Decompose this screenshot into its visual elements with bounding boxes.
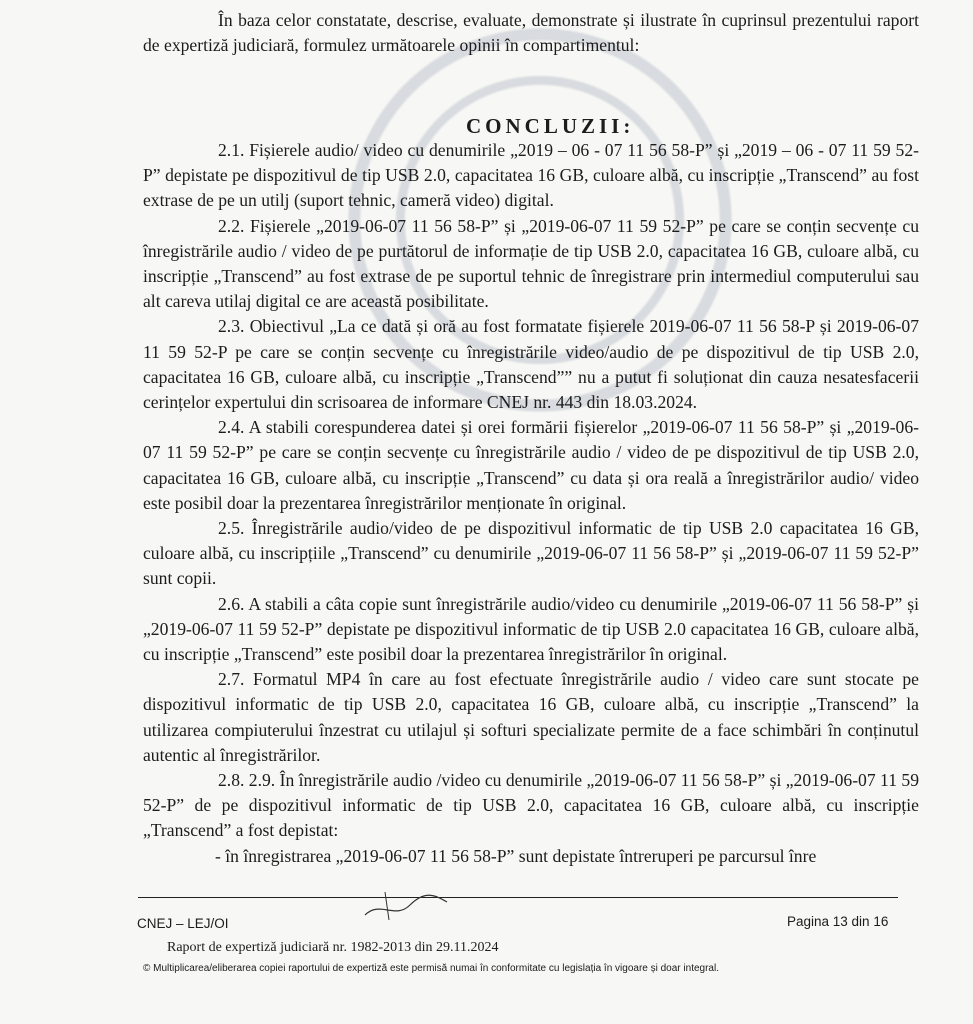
footer-left — [137, 912, 499, 960]
footer-org: CNEJ – LEJ/OI — [137, 916, 229, 931]
footer-report: Raport de expertiză judiciară nr. 1982-2013 din 29.11.2024 — [167, 940, 499, 955]
conclusion-2-7: 2.7. Formatul MP4 în care au fost efectuate înregistrările audio / video care sunt stocate pe dispozitivul informatic de tip USB 2.0, capacitatea 16 GB, culoare albă, cu inscripție „Transcend” la utilizarea compiuterului înzestrat cu utilajul și softuri specializate permite de a face schimbări în conținutul autentic al înregistrărilor. — [143, 669, 919, 765]
intro-text: În baza celor constatate, descrise, evaluate, demonstrate și ilustrate în cuprinsul prezentului raport de expertiză judiciară, formulez următoarele opinii în compartimentul: — [143, 10, 919, 56]
conclusions-list — [143, 138, 919, 869]
conclusion-2-8-2-9: 2.8. 2.9. În înregistrările audio /video cu denumirile „2019-06-07 11 56 58-P” și „2019-06-07 11 59 52-P” de pe dispozitivul informatic de tip USB 2.0, capacitatea 16 GB, culoare albă, cu inscripție „Transcend” a fost depistat: — [143, 770, 919, 841]
conclusion-2-2: 2.2. Fișierele „2019-06-07 11 56 58-P” și „2019-06-07 11 59 52-P” pe care se conțin secvențe cu înregistrările audio / video de pe purtătorul de informație de tip USB 2.0, capacitatea 16 GB, culoare albă, cu inscripție „Transcend” au fost extrase de pe suportul tehnic de înregistrare prin intermediul computerului sau alt careva utilaj digital ce are această posibilitate. — [143, 215, 919, 312]
section-title: CONCLUZII: — [466, 114, 635, 138]
conclusion-2-5: 2.5. Înregistrările audio/video de pe dispozitivul informatic de tip USB 2.0 capacitatea 16 GB, culoare albă, cu inscripțiile „Transcend” cu denumirile „2019-06-07 11 56 58-P” și „2019-06-07 11 59 52-P” sunt copii. — [143, 518, 919, 589]
intro-paragraph — [143, 8, 919, 58]
copyright-notice: © Multiplicarea/eliberarea copiei raportului de expertiză este permisă numai în conformitate cu legislația în vigoare și doar integral. — [143, 963, 719, 974]
conclusion-2-6: 2.6. A stabili a câta copie sunt înregistrările audio/video cu denumirile „2019-06-07 11 56 58-P” și „2019-06-07 11 59 52-P” depistate pe dispozitivul informatic de tip USB 2.0 capacitatea 16 GB, culoare albă, cu inscripție „Transcend” este posibil doar la prezentarea înregistrărilor în original. — [143, 593, 919, 665]
conclusion-2-3: 2.3. Obiectivul „La ce dată și oră au fost formatate fișierele 2019-06-07 11 56 58-P și 2019-06-07 11 59 52-P pe care se conțin secvențe cu înregistrările video/audio de pe dispozitivul de tip USB 2.0, capacitatea 16 GB, culoare albă, cu inscripție „Transcend”” nu a putut fi soluționat din cauza nesatesfacerii cerințelor expertului din scrisoarea de informare CNEJ nr. 443 din 18.03.2024. — [143, 316, 919, 413]
page-number: Pagina 13 din 16 — [787, 914, 889, 929]
bullet-item: - în înregistrarea „2019-06-07 11 56 58-P” sunt depistate întreruperi pe parcursul înre — [215, 845, 817, 866]
conclusion-2-4: 2.4. A stabili corespunderea datei și orei formării fișierelor „2019-06-07 11 56 58-P” și „2019-06-07 11 59 52-P” pe care se conțin secvențe cu înregistrările audio / video de pe dispozitivul de tip USB 2.0, capacitatea 16 GB, culoare albă, cu inscripție „Transcend” cu data și ora reală a înregistrărilor audio/ video este posibil doar la prezentarea înregistrărilor menționate în original. — [143, 417, 919, 513]
footer-divider — [138, 897, 898, 898]
conclusion-2-1: 2.1. Fișierele audio/ video cu denumirile „2019 – 06 - 07 11 56 58-P” și „2019 – 06 - 07 11 59 52-P” depistate pe dispozitivul de tip USB 2.0, capacitatea 16 GB, culoare albă, cu inscripție „Transcend” au fost extrase de pe un utilj (suport tehnic, cameră video) digital. — [143, 140, 919, 211]
